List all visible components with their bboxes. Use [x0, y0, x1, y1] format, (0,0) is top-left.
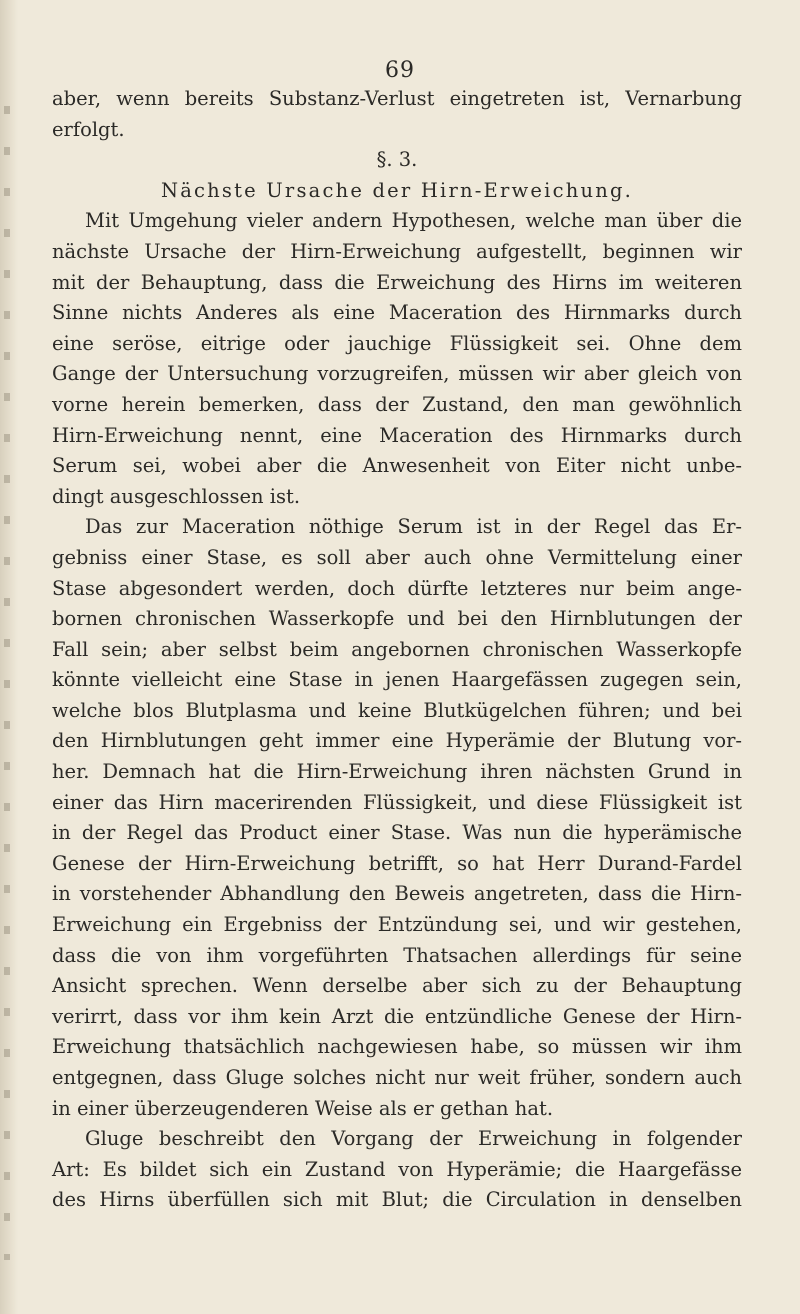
text-line: verirrt, dass vor ihm kein Arzt die entzündliche Genese der Hirn- — [52, 1004, 742, 1028]
text-line: vorne herein bemerken, dass der Zustand, den man gewöhnlich — [52, 392, 742, 416]
text-line: dass die von ihm vorgeführten Thatsachen allerdings für seine — [52, 943, 742, 967]
text-line: Serum sei, wobei aber die Anwesenheit von Eiter nicht unbe- — [52, 454, 742, 478]
text-line: Mit Umgehung vieler andern Hypothesen, welche man über die — [85, 209, 742, 233]
text-line: her. Demnach hat die Hirn-Erweichung ihren nächsten Grund in — [52, 760, 742, 784]
text-line: Fall sein; aber selbst beim angebornen chronischen Wasserkopfe — [52, 637, 742, 661]
text-line: Das zur Maceration nöthige Serum ist in der Regel das Er- — [85, 515, 742, 539]
body-text — [52, 84, 742, 1216]
text-line: des Hirns überfüllen sich mit Blut; die Circulation in denselben — [52, 1188, 742, 1212]
text-line: nächste Ursache der Hirn-Erweichung aufgestellt, beginnen wir — [52, 239, 742, 263]
section-heading: Nächste Ursache der Hirn-Erweichung. — [160, 178, 634, 202]
section-number: §. 3. — [376, 148, 418, 172]
text-line: Gluge beschreibt den Vorgang der Erweichung in folgender — [85, 1127, 742, 1151]
text-line: dingt ausgeschlossen ist. — [52, 484, 301, 508]
text-line: eine seröse, eitrige oder jauchige Flüssigkeit sei. Ohne dem — [52, 331, 742, 355]
text-line: in der Regel das Product einer Stase. Was nun die hyperämische — [52, 821, 742, 845]
page-number: 69 — [385, 58, 415, 83]
text-line: Sinne nichts Anderes als eine Maceration des Hirnmarks durch — [52, 301, 742, 325]
text-line: entgegnen, dass Gluge solches nicht nur weit früher, sondern auch — [52, 1066, 742, 1089]
text-line: bornen chronischen Wasserkopfe und bei den Hirnblutungen der — [52, 607, 742, 631]
text-line: Erweichung ein Ergebniss der Entzündung sei, und wir gestehen, — [52, 913, 742, 937]
text-line: könnte vielleicht eine Stase in jenen Haargefässen zugegen sein, — [52, 668, 742, 692]
binding-marks — [4, 80, 10, 1260]
text-line: aber, wenn bereits Substanz-Verlust eingetreten ist, Vernarbung — [52, 87, 742, 110]
text-line: Art: Es bildet sich ein Zustand von Hyperämie; die Haargefässe — [52, 1157, 742, 1181]
text-line: Hirn-Erweichung nennt, eine Maceration des Hirnmarks durch — [52, 423, 742, 447]
text-line: gebniss einer Stase, es soll aber auch ohne Vermittelung einer — [52, 545, 742, 569]
text-line: erfolgt. — [52, 117, 125, 141]
text-line: Ansicht sprechen. Wenn derselbe aber sich zu der Behauptung — [52, 974, 742, 998]
text-line: mit der Behauptung, dass die Erweichung des Hirns im weiteren — [52, 270, 742, 294]
text-line: in vorstehender Abhandlung den Beweis angetreten, dass die Hirn- — [52, 882, 742, 906]
text-line: Erweichung thatsächlich nachgewiesen habe, so müssen wir ihm — [52, 1035, 742, 1059]
text-line: in einer überzeugenderen Weise als er gethan hat. — [52, 1096, 554, 1120]
text-line: Gange der Untersuchung vorzugreifen, müssen wir aber gleich von — [52, 362, 742, 386]
text-line: Genese der Hirn-Erweichung betrifft, so hat Herr Durand-Fardel — [52, 851, 742, 875]
text-line: Stase abgesondert werden, doch dürfte letzteres nur beim ange- — [52, 576, 742, 600]
text-line: welche blos Blutplasma und keine Blutkügelchen führen; und bei — [52, 698, 742, 722]
text-line: einer das Hirn macerirenden Flüssigkeit, und diese Flüssigkeit ist — [52, 790, 742, 814]
text-line: den Hirnblutungen geht immer eine Hyperämie der Blutung vor- — [52, 729, 742, 753]
